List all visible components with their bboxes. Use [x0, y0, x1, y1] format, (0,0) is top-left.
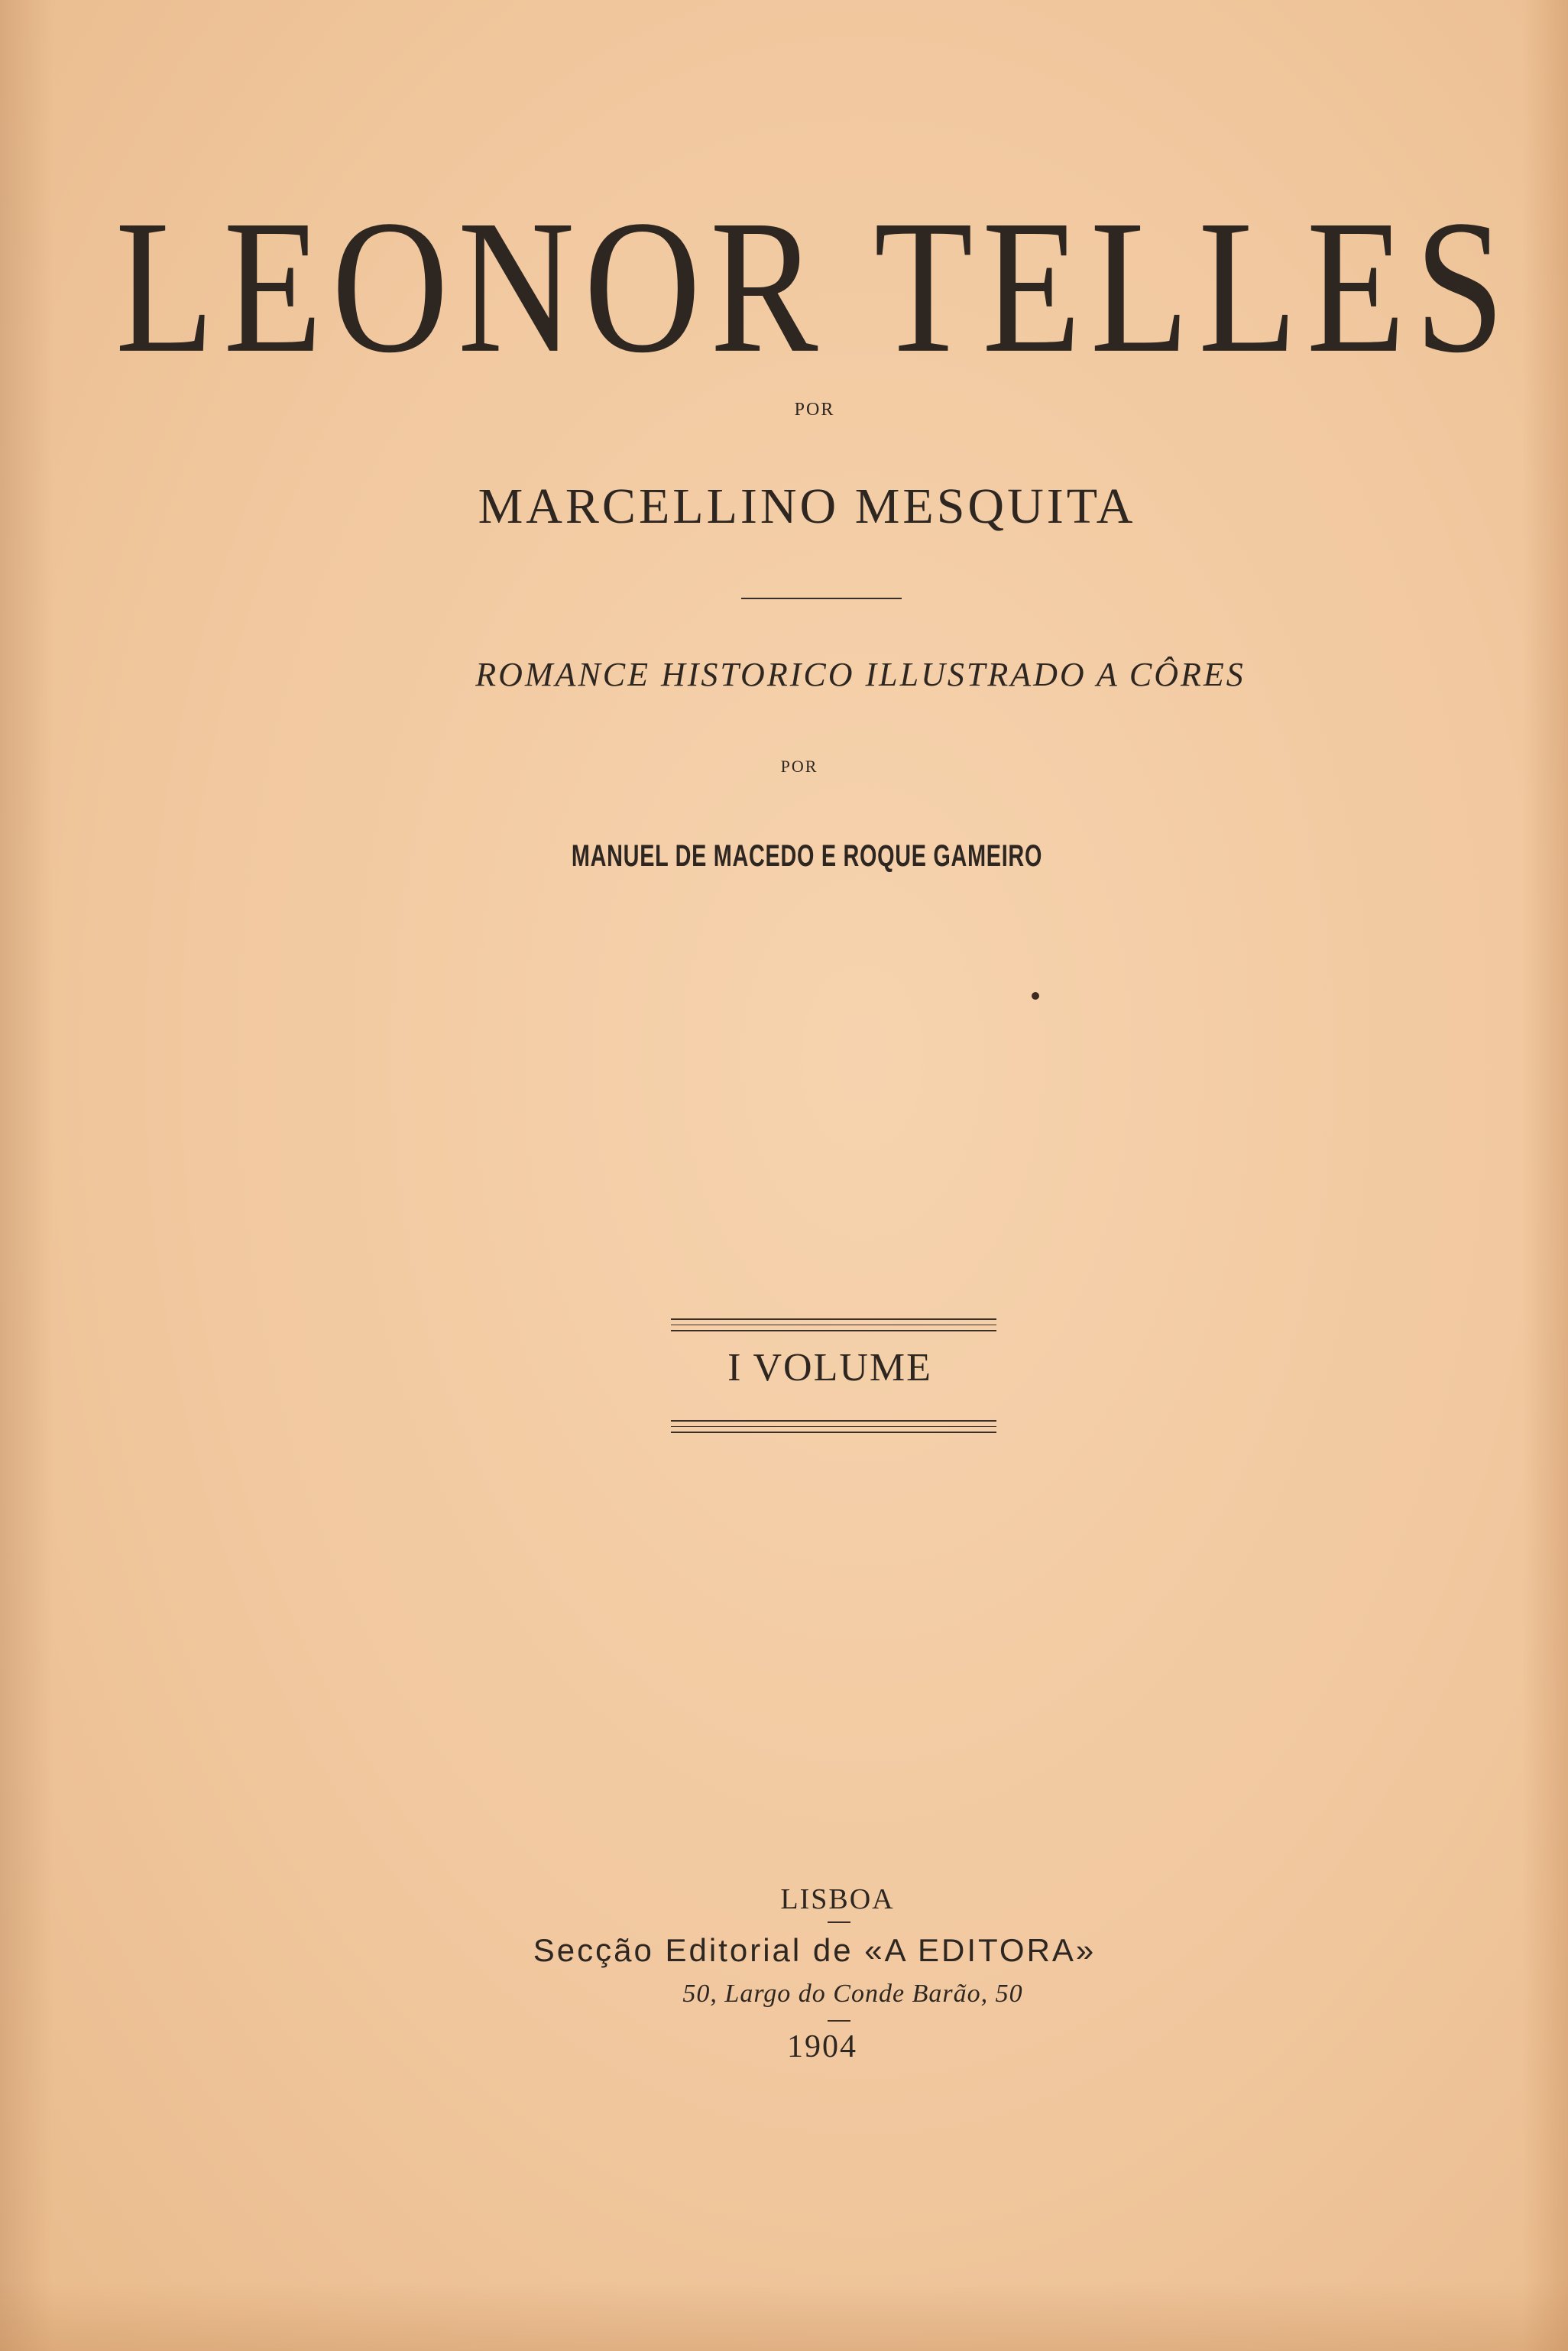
imprint-city: LISBOA [780, 1883, 895, 1915]
imprint-dash [828, 1921, 850, 1923]
imprint-address: 50, Largo do Conde Barão, 50 [682, 1980, 1023, 2008]
illustrators: MANUEL DE MACEDO E ROQUE GAMEIRO [571, 839, 1043, 873]
volume-label: I VOLUME [727, 1346, 932, 1390]
imprint-year: 1904 [787, 2029, 857, 2064]
author-prefix: POR [794, 400, 835, 420]
imprint-publisher: Secção Editorial de «A EDITORA» [533, 1932, 1097, 1968]
ink-speck [1032, 992, 1039, 1000]
paper-edge-shadow-bottom [0, 2282, 1568, 2351]
subtitle: ROMANCE HISTORICO ILLUSTRADO A CÔRES [475, 656, 1246, 693]
author-name: MARCELLINO MESQUITA [478, 478, 1136, 534]
volume-rule-top [671, 1318, 996, 1331]
illustrator-prefix: POR [780, 757, 818, 776]
imprint-dash [828, 2020, 850, 2022]
volume-rule-bottom [671, 1420, 996, 1433]
separator-rule [741, 598, 902, 599]
book-title: LEONOR TELLES [115, 180, 1515, 393]
